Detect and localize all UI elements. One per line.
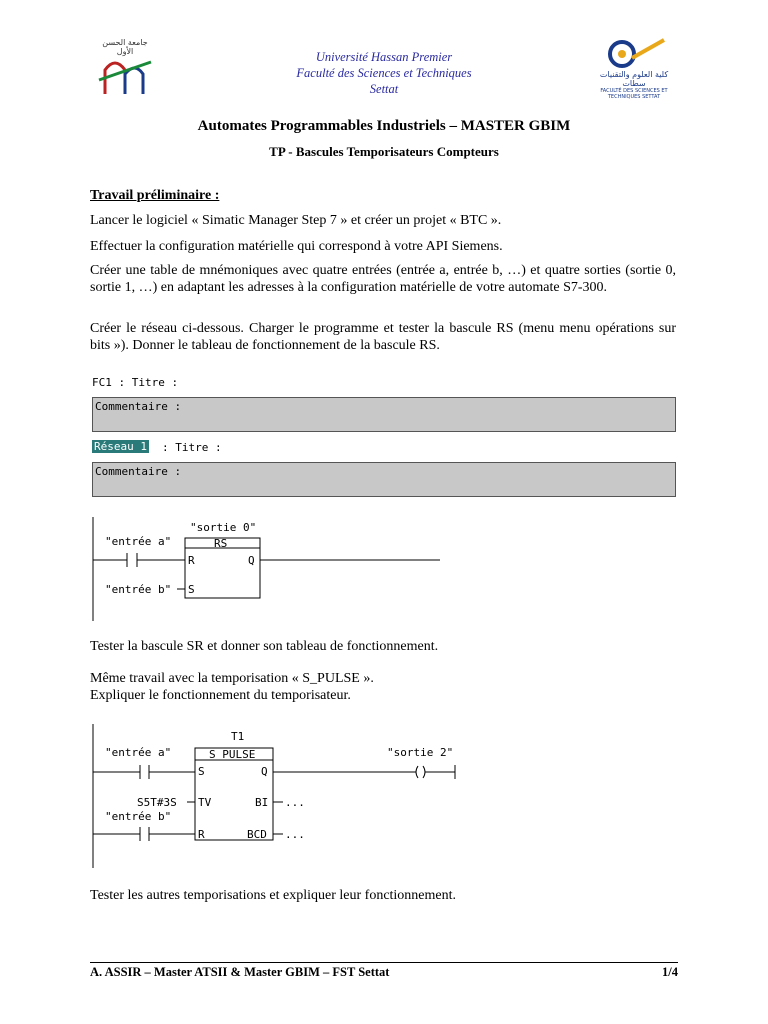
university-name: Université Hassan Premier xyxy=(315,50,453,64)
footer-author: A. ASSIR – Master ATSII & Master GBIM – FST Settat xyxy=(90,965,390,979)
pulse-pin-q: Q xyxy=(261,765,268,778)
rs-input-b: "entrée b" xyxy=(105,583,172,596)
pulse-output: "sortie 2" xyxy=(387,746,454,759)
reseau-title: : Titre : xyxy=(162,441,222,454)
rs-pin-r: R xyxy=(188,554,195,567)
fc-title: FC1 : Titre : xyxy=(92,376,179,389)
paragraph-2: Effectuer la configuration matérielle qui correspond à votre API Siemens. xyxy=(90,239,503,254)
pulse-pin-bi: BI xyxy=(255,796,269,809)
paragraph-1: Lancer le logiciel « Simatic Manager Step 7 » et créer un projet « BTC ». xyxy=(90,213,502,228)
comment-box-1 xyxy=(92,397,676,432)
footer-rule xyxy=(90,962,678,963)
rs-input-a: "entrée a" xyxy=(105,535,172,548)
comment-label-2: Commentaire : xyxy=(95,465,182,478)
pulse-bcd-dots: ... xyxy=(285,828,305,841)
paragraph-3: Créer une table de mnémoniques avec quatre entrées (entrée a, entrée b, …) et quatre sorties (sortie 0, sortie 1, …) en adaptant les adresses à la configuration matérielle de votre automate S7-300. xyxy=(90,263,676,295)
section-heading: Travail préliminaire : xyxy=(90,188,220,203)
faculty-logo-arabic: كلية العلوم والتقنيات سطات xyxy=(599,70,669,88)
pulse-timer-name: T1 xyxy=(231,730,245,743)
rs-output-name: "sortie 0" xyxy=(190,521,257,534)
pulse-pin-tv: TV xyxy=(198,796,212,809)
pulse-input-b: "entrée b" xyxy=(105,810,172,823)
comment-box-2 xyxy=(92,462,676,497)
rs-pin-q: Q xyxy=(248,554,255,567)
text-after-rs: Tester la bascule SR et donner son tableau de fonctionnement. xyxy=(90,639,439,654)
text-last: Tester les autres temporisations et expliquer leur fonctionnement. xyxy=(90,888,457,903)
faculty-name: Faculté des Sciences et Techniques xyxy=(296,66,472,80)
comment-label-1: Commentaire : xyxy=(95,400,182,413)
pulse-bi-dots: ... xyxy=(285,796,305,809)
faculty-logo-french: FACULTÉ DES SCIENCES ET TECHNIQUES SETTAT xyxy=(600,88,668,100)
page-subtitle: TP - Bascules Temporisateurs Compteurs xyxy=(269,144,499,159)
pulse-input-a: "entrée a" xyxy=(105,746,172,759)
text-pulse-2: Expliquer le fonctionnement du temporisateur. xyxy=(90,688,351,703)
text-pulse-1: Même travail avec la temporisation « S_PULSE ». xyxy=(90,671,374,686)
pulse-ladder-diagram xyxy=(85,722,485,872)
university-logo-text: جامعة الحسن الأول xyxy=(102,38,148,56)
page-number: 1/4 xyxy=(662,965,678,979)
pulse-pin-s: S xyxy=(198,765,205,778)
reseau-label[interactable]: Réseau 1 xyxy=(94,440,147,453)
pulse-tv-value: S5T#3S xyxy=(137,796,177,809)
pulse-pin-r: R xyxy=(198,828,205,841)
rs-block-name: RS xyxy=(214,537,228,550)
rs-pin-s: S xyxy=(188,583,195,596)
rs-ladder-diagram xyxy=(85,515,455,625)
pulse-block-name: S_PULSE xyxy=(209,748,256,761)
pulse-pin-bcd: BCD xyxy=(247,828,267,841)
paragraph-4: Créer le réseau ci-dessous. Charger le programme et tester la bascule RS (menu menu opérations sur bits »). Donner le tableau de fonctionnement de la bascule RS. xyxy=(90,321,676,353)
page-title: Automates Programmables Industriels – MASTER GBIM xyxy=(197,118,571,134)
city-name: Settat xyxy=(369,82,399,96)
